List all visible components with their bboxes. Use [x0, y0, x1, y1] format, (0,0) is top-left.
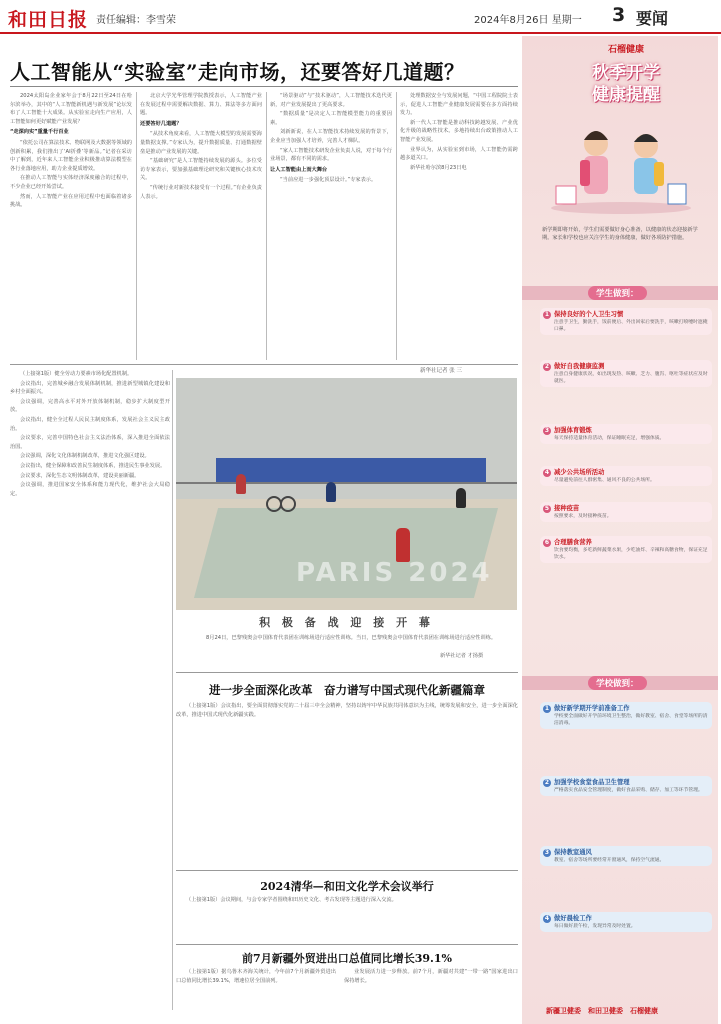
paragraph: 在推动人工智能与实体经济深度融合的过程中，不少企业已经开始尝试。 [10, 175, 132, 190]
continued-article-column [10, 370, 170, 1010]
student-tip-card [540, 424, 712, 444]
student-tip-card [540, 466, 712, 486]
athlete-figure [396, 528, 410, 562]
section-divider [176, 870, 518, 871]
paragraph: “数据质量”是决定人工智能模型能力的重要因素。 [270, 111, 392, 126]
paragraph: 北京大学光华管理学院教授表示，人工智能产业在发展过程中需要解决数据、算力、算法等多方面问题。 [140, 93, 262, 117]
school-section-title: 学校做到： [588, 676, 647, 690]
ad-title-line: 秋季开学 [592, 63, 660, 83]
paragraph: （上接第1版）会议指出，要全面贯彻落实党的二十届三中全会精神，坚持以铸牢中华民族共同体意识为主线，统筹发展和安全，进一步全面深化改革，推进中国式现代化新疆实践。 [176, 703, 518, 718]
student-tip-card [540, 360, 712, 387]
student-section-title: 学生做到： [588, 286, 647, 300]
photo-watermark: PARIS 2024 [296, 558, 493, 588]
ad-intro-text: 新学期即将开始，学生们需要做好身心准备，以健康的状态迎接新学期。家长和学校也应关注学生的身体健康，做好各项防护措施。 [542, 227, 698, 241]
tip-body: 饮食要均衡，多吃新鲜蔬菜水果，少吃油炸、辛辣和高糖食物，保证充足饮水。 [554, 548, 708, 560]
newspaper-masthead: 和田日报 [8, 9, 89, 31]
article-column-4 [400, 92, 518, 360]
tip-body: 每日做好晨午检，发现异常及时处置。 [554, 924, 636, 929]
paragraph: 会议强调，完善高水平对外开放体制机制，稳步扩大制度型开放。 [10, 398, 170, 414]
tip-number: 3 [544, 849, 550, 856]
tip-number: 6 [544, 539, 550, 546]
page-number: 3 [612, 4, 626, 26]
photo-caption: 8月24日，巴黎残奥会中国体育代表团在训练场进行适应性训练。当日，巴黎残奥会中国体育代表团在训练场进行适应性训练。 [206, 635, 497, 641]
reporter-credit: 新华社记者 张 三 [420, 368, 462, 374]
news-photo [176, 378, 517, 610]
tip-number: 1 [544, 311, 550, 318]
paragraph: 会议指出，完善城乡融合发展体制机制，推进新型城镇化建设和乡村全面振兴。 [10, 380, 170, 396]
tip-body: 注意手卫生，勤洗手，饭前便后、外出回家后要洗手，咳嗽打喷嚏时遮掩口鼻。 [554, 320, 708, 332]
subheading: “走深向实”重量千行百业 [10, 129, 69, 136]
athlete-figure [236, 474, 246, 494]
article-column-2 [140, 92, 262, 360]
paragraph: 业界认为，从实验室到市场，人工智能仍需跨越多道关口。 [400, 146, 518, 162]
tip-body: 注意自身健康状况，如出现发热、咳嗽、乏力、腹泻、呕吐等症状应及时就医。 [554, 372, 708, 384]
issue-date: 2024年8月26日 星期一 [474, 15, 582, 26]
school-tip-card [540, 776, 712, 796]
tip-number: 4 [544, 915, 550, 922]
paragraph: 然而，人工智能产业在应用过程中也面临着诸多挑战。 [10, 193, 132, 209]
paragraph: 处理数据安全与发展问题，“中国工程院院士表示，促进人工智能产业健康发展需要在多方面持续发力。 [400, 93, 518, 117]
tip-body: 严格落实食品安全管理制度，做好食品采购、储存、加工等环节管理。 [554, 788, 703, 793]
article-headline: 进一步全面深化改革 奋力谱写中国式现代化新疆篇章 [209, 683, 485, 697]
column-divider [396, 92, 397, 360]
health-advertisement [522, 36, 718, 1024]
tip-title: 做好新学期开学前准备工作 [554, 705, 630, 712]
editor-credit: 责任编辑：李雪荣 [96, 15, 176, 26]
tip-title: 加强体育锻炼 [554, 427, 592, 434]
paragraph: 2024太阳岛企业家年会于8月22日至24日在哈尔滨举办，其中的“人工智能新机遇与新发展”论坛发布了人工智能十大成果。从实验室走向生产应用，人工智能如何更好赋能产业发展？ [10, 93, 132, 125]
paragraph: “基础研究”是人工智能持续发展的源头。多位受访专家表示，要加强基础理论研究和关键核心技术攻关。 [140, 158, 262, 182]
subheading: 还要答好几道题？ [140, 120, 182, 127]
tip-number: 3 [544, 427, 550, 434]
dateline: 新华社哈尔滨8月23日电 [410, 164, 467, 171]
photo-banner [216, 458, 486, 482]
article-body [176, 702, 518, 866]
article-body [344, 968, 518, 1018]
main-headline: 人工智能从“实验室”走向市场，还要答好几道题？ [10, 60, 465, 84]
ad-logo: 石榴健康 [608, 45, 645, 55]
article-column-1 [10, 92, 132, 360]
paragraph: “依托公司在算法技术、物联网及大数据等领域的创新积累，我们推出了‘AI折叠’等新品。”记者在采访中了解到，近年来人工智能企业积极推动算法模型在各行业落地应用，助力企业提质增效。 [10, 139, 132, 172]
page-header [0, 0, 721, 34]
article-body [176, 968, 336, 1018]
article-headline: 前7月新疆外贸进出口总值同比增长39.1% [242, 952, 452, 965]
section-divider [10, 364, 518, 365]
tip-title: 加强学校食堂食品卫生管理 [554, 779, 630, 786]
tip-body: 尽量避免前往人群密集、通风不良的公共场所。 [554, 478, 655, 483]
paragraph: （上接第1版）据乌鲁木齐海关统计，今年前7个月新疆外贸进出口总值同比增长39.1%，增速位居全国前列。 [176, 969, 336, 984]
tip-body: 每天保持适量体育活动，保证睡眠充足，增强体质。 [554, 436, 665, 441]
tip-title: 做好自我健康监测 [554, 363, 605, 370]
ad-title [556, 62, 696, 106]
student-tip-card [540, 308, 712, 335]
headline-divider [10, 86, 518, 87]
paragraph: （上接第1版）会议期间，与会专家学者围绕和田历史文化、考古发现等主题进行深入交流。 [186, 897, 397, 903]
photo-credit: 新华社记者 才扬摄 [440, 653, 484, 659]
tip-title: 减少公共场所活动 [554, 469, 605, 476]
ad-title-line: 健康提醒 [592, 85, 660, 105]
column-divider [266, 92, 267, 360]
section-divider [176, 672, 518, 673]
tip-number: 5 [544, 505, 550, 512]
paragraph: “从技术角度来看，人工智能大模型的发展需要海量数据支撑。”专家认为，提升数据质量、打通数据壁垒是推动产业发展的关键。 [140, 131, 262, 155]
students-illustration [546, 116, 696, 216]
tip-body: 教室、宿舍等场所要经常开窗通风，保持空气流通。 [554, 858, 665, 863]
student-tip-card [540, 502, 712, 522]
tip-title: 做好晨检工作 [554, 915, 592, 922]
section-title: 要闻 [636, 9, 669, 28]
article-column-3 [270, 92, 392, 360]
ad-sponsor-logos: 新疆卫健委 和田卫健委 石榴健康 [546, 1006, 658, 1015]
school-tip-card [540, 912, 712, 932]
paragraph: “家人工智能技术研发企业负责人说，对于每个行业场景，都有不同的需求。 [270, 147, 392, 163]
paragraph: 会议要求，完善中国特色社会主义法治体系，深入推进全面依法治国。 [10, 435, 170, 450]
column-divider [172, 370, 173, 1010]
paragraph: “当前应进一步强化顶层设计。”专家表示。 [280, 177, 377, 184]
wheelchair-wheel [280, 496, 296, 512]
paragraph: （上接第1版）健全劳动力要素市场化配置机制。 [20, 371, 133, 377]
tip-number: 4 [544, 469, 550, 476]
tip-title: 合理膳食营养 [554, 539, 592, 546]
paragraph: 会议强调，推进国家安全体系和能力现代化，维护社会大局稳定。 [10, 482, 170, 497]
paragraph: 会议指出，健全保障和改善民生制度体系，推进民生事业发展。 [20, 462, 166, 469]
paragraph: 会议要求，深化生态文明体制改革，建设美丽新疆。 [20, 472, 140, 479]
athlete-figure [456, 488, 466, 508]
tip-body: 按照要求，及时接种疫苗。 [554, 514, 612, 519]
tip-body: 学校要全面做好开学前环境卫生整治，做好教室、宿舍、食堂等场所的清洁消毒。 [554, 714, 708, 726]
paragraph: “场景驱动”与“技术驱动”，人工智能技术迭代更新，对产业发展提出了更高要求。 [270, 93, 392, 108]
photo-title: 积 极 备 战 迎 接 开 幕 [259, 616, 434, 629]
paragraph: 业发展活力进一步释放。前7个月，新疆对共建“一带一路”国家进出口保持增长。 [344, 969, 518, 984]
student-tip-card [540, 536, 712, 563]
athlete-figure [326, 482, 336, 502]
article-body [176, 896, 518, 942]
paragraph: 会议指出，健全全过程人民民主制度体系，发展社会主义民主政治。 [10, 416, 170, 432]
column-divider [136, 92, 137, 360]
tip-number: 2 [544, 779, 550, 786]
paragraph: 新一代人工智能是推动科技跨越发展、产业优化升级的战略性技术。多地持续出台政策推动人工智能产业发展。 [400, 119, 518, 143]
tip-number: 1 [544, 705, 550, 712]
tip-title: 保持教室通风 [554, 849, 592, 856]
school-tip-card [540, 846, 712, 866]
section-divider [176, 944, 518, 945]
paragraph: “传统行业对新技术接受有一个过程。”有企业负责人表示。 [140, 184, 262, 200]
paragraph: 会议强调，深化文化体制机制改革，推进文化强区建设。 [20, 453, 150, 460]
subheading: 让人工智能由上而大舞台 [270, 166, 328, 173]
paragraph: 刘新新说，在人工智能技术持续发展的背景下，企业应当加强人才培养，完善人才梯队。 [270, 129, 392, 144]
tip-title: 接种疫苗 [554, 505, 580, 512]
photo-net [176, 482, 517, 484]
school-tip-card [540, 702, 712, 729]
article-headline: 2024清华—和田文化学术会议举行 [260, 880, 434, 893]
tip-title: 保持良好的个人卫生习惯 [554, 311, 624, 318]
tip-number: 2 [544, 363, 550, 370]
